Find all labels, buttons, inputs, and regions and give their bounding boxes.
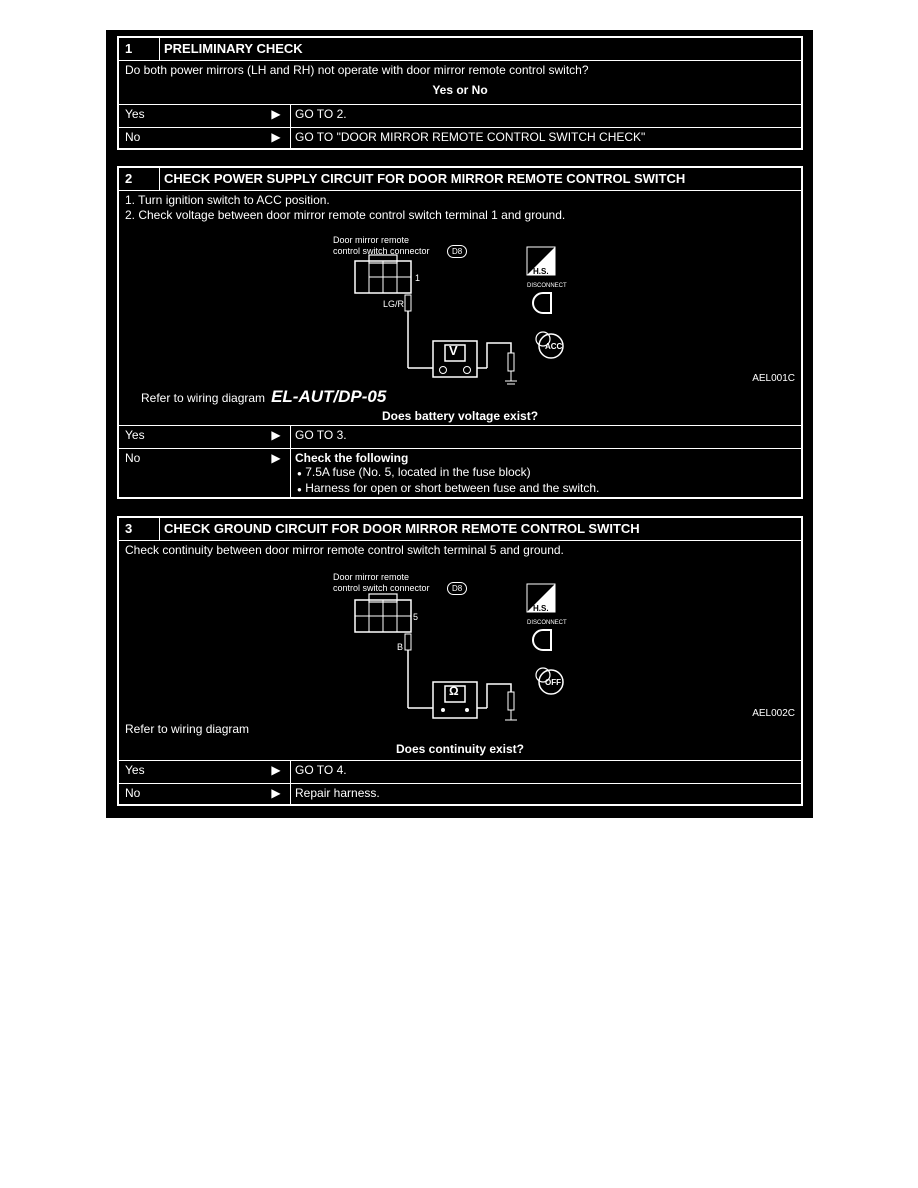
step-3 [117, 516, 803, 806]
figure-code: AEL001C [752, 373, 795, 384]
key-position: ACC [545, 342, 563, 351]
step-3-header [119, 518, 801, 541]
step-text-2: 2. Check voltage between door mirror remote control switch terminal 1 and ground. [125, 208, 566, 222]
step-title: PRELIMINARY CHECK [164, 41, 303, 56]
service-manual-sheet [106, 30, 813, 818]
connector-code: D8 [447, 582, 467, 595]
disconnect-label: DISCONNECT [527, 620, 567, 626]
figure-code: AEL002C [752, 708, 795, 719]
voltmeter-symbol: V [449, 343, 458, 358]
key-position: OFF [545, 678, 561, 687]
hs-label: H.S. [533, 604, 549, 613]
terminal-number: 5 [413, 612, 419, 622]
terminal-number: 1 [415, 273, 421, 283]
answer-result: GO TO 4. [290, 761, 801, 783]
answer-row-no [119, 783, 801, 806]
answer-label: No [125, 451, 141, 465]
bullet-item [295, 465, 801, 481]
answer-label: Yes [125, 428, 145, 442]
answer-result: GO TO 3. [290, 426, 801, 448]
voltage-check-figure [119, 223, 801, 387]
wire-color: LG/R [383, 299, 405, 309]
reference-text: Refer to wiring diagram [141, 391, 266, 405]
step-question: Yes or No [432, 83, 488, 97]
answer-label: Yes [125, 107, 145, 121]
wiring-diagram-icon [119, 558, 805, 722]
result-title: Check the following [295, 451, 409, 465]
answer-label: No [125, 130, 141, 144]
answer-result [290, 449, 801, 499]
bullet-icon: ● [297, 469, 302, 478]
arrow-icon: ▶ [271, 451, 281, 465]
answer-label: Yes [125, 763, 145, 777]
arrow-icon: ▶ [271, 786, 281, 800]
connector-label-1: Door mirror remote [333, 572, 410, 582]
continuity-check-figure [119, 558, 801, 722]
step-title: CHECK GROUND CIRCUIT FOR DOOR MIRROR REMOTE CONTROL SWITCH [164, 521, 640, 536]
step-2 [117, 166, 803, 499]
step-number: 2 [119, 168, 160, 190]
step-title: CHECK POWER SUPPLY CIRCUIT FOR DOOR MIRROR REMOTE CONTROL SWITCH [164, 171, 686, 186]
bullet-item [295, 481, 801, 497]
connector-label-1: Door mirror remote [333, 235, 410, 245]
step-1-header [119, 38, 801, 61]
step-question: Does battery voltage exist? [381, 409, 539, 423]
step-number: 1 [119, 38, 160, 60]
bullet-text: 7.5A fuse (No. 5, located in the fuse block) [305, 465, 531, 479]
step-2-header [119, 168, 801, 191]
bullet-text: Harness for open or short between fuse and the switch. [305, 481, 600, 495]
reference-line [119, 387, 801, 409]
connector-label-2: control switch connector [333, 246, 430, 256]
answer-result: GO TO "DOOR MIRROR REMOTE CONTROL SWITCH CHECK" [290, 128, 801, 150]
step-text-1: 1. Turn ignition switch to ACC position. [125, 193, 330, 207]
disconnect-label: DISCONNECT [527, 283, 567, 289]
arrow-icon: ▶ [271, 107, 281, 121]
answer-result: GO TO 2. [290, 105, 801, 127]
wire-color: B [397, 642, 404, 652]
answer-row-no [119, 127, 801, 150]
wiring-diagram-icon [119, 223, 805, 387]
step-text: Do both power mirrors (LH and RH) not operate with door mirror remote control switch? [125, 63, 589, 77]
ohmmeter-symbol: Ω [449, 684, 459, 698]
answer-row-no [119, 448, 801, 499]
step-text: Check continuity between door mirror remote control switch terminal 5 and ground. [125, 543, 564, 557]
arrow-icon: ▶ [271, 130, 281, 144]
connector-code: D8 [447, 245, 467, 258]
answer-row-yes [119, 760, 801, 783]
arrow-icon: ▶ [271, 763, 281, 777]
connector-label-2: control switch connector [333, 583, 430, 593]
reference-text: Refer to wiring diagram [125, 722, 250, 736]
answer-row-yes [119, 425, 801, 448]
answer-label: No [125, 786, 141, 800]
step-question: Does continuity exist? [395, 742, 525, 756]
step-number: 3 [119, 518, 160, 540]
answer-row-yes [119, 104, 801, 127]
arrow-icon: ▶ [271, 428, 281, 442]
bullet-icon: ● [297, 485, 302, 494]
step-1 [117, 36, 803, 150]
answer-result: Repair harness. [290, 784, 801, 806]
wiring-diagram-link[interactable]: EL-AUT/DP-05 [271, 387, 387, 406]
hs-label: H.S. [533, 267, 549, 276]
